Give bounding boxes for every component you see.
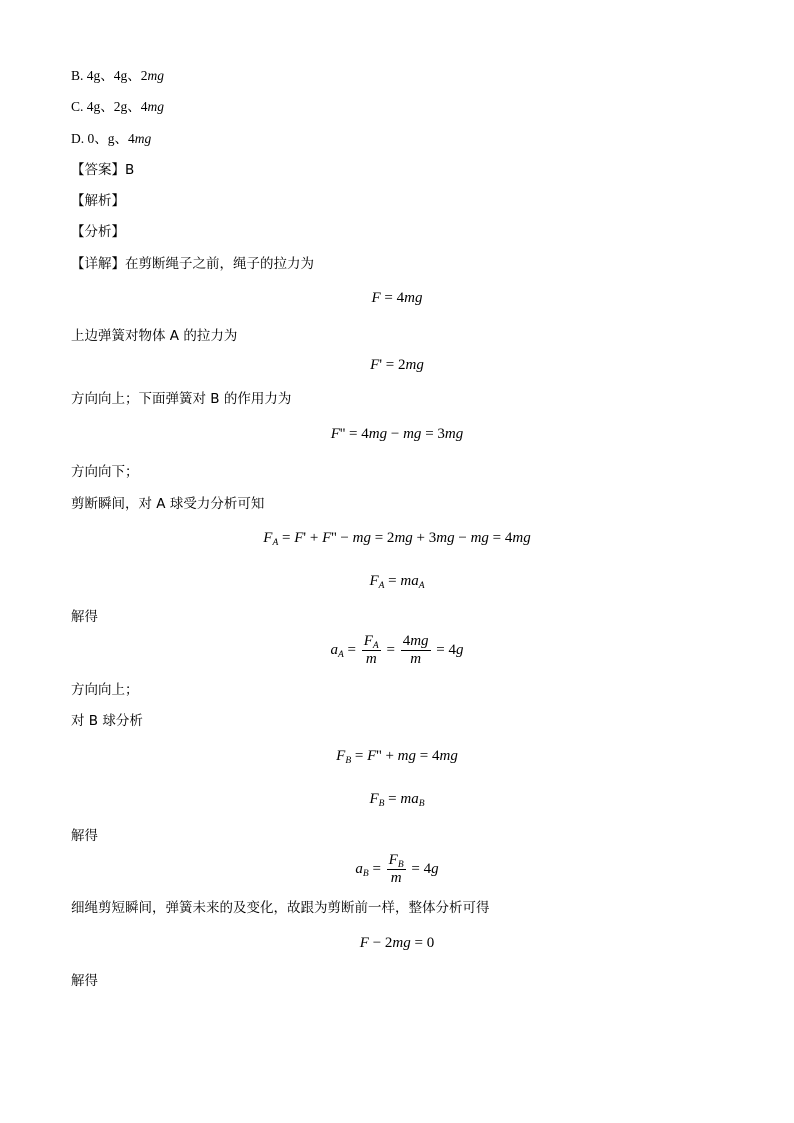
equation-4: $F_A = F' + F''$ − mg = 2mg + 3mg − mg = 4mg [263, 530, 531, 548]
option-b: B. 4g、4g、2mg [71, 68, 165, 83]
text-solve-2: 解得 [71, 828, 98, 844]
equation-7: $F_B = F''$ + mg = 4mg [336, 748, 458, 766]
equation-2: F' = 2mg [370, 357, 424, 373]
text-up-b: 方向向上；下面弹簧对 B 的作用力为 [71, 391, 292, 407]
text-rope: 细绳剪短瞬间，弹簧未来的及变化，故跟为剪断前一样，整体分析可得 [71, 900, 490, 916]
text-b: 对 B 球分析 [71, 713, 143, 729]
equation-9: $a_B$ = $\frac{F_B}{m}$ = 4g [355, 852, 439, 887]
equation-5: $F_A = ma_A$ [369, 573, 425, 591]
option-c: C. 4g、2g、4mg [71, 99, 165, 114]
text-down: 方向向下； [71, 464, 139, 480]
text-spring-a: 上边弹簧对物体 A 的拉力为 [71, 328, 238, 344]
fenxi-heading: 【分析】 [71, 224, 125, 240]
text-solve-3: 解得 [71, 973, 98, 989]
option-d: D. 0、g、4mg [71, 131, 152, 146]
text-solve-1: 解得 [71, 609, 98, 625]
detail-line: 【详解】在剪断绳子之前，绳子的拉力为 [71, 256, 314, 272]
equation-1: F = 4mg [371, 290, 423, 306]
equation-3: F'' = 4mg − mg = 3mg [330, 426, 464, 442]
analysis-heading: 【解析】 [71, 193, 125, 209]
equation-8: $F_B = ma_B$ [369, 791, 425, 809]
equation-6: $a_A$ = $\frac{F_A}{m}$ = $\frac{4mg}{m}$ = 4g [330, 633, 464, 668]
text-up: 方向向上； [71, 682, 139, 698]
answer-line: 【答案】B [71, 162, 135, 178]
text-cut-a: 剪断瞬间，对 A 球受力分析可知 [71, 496, 265, 512]
equation-10: F − 2mg = 0 [359, 935, 435, 951]
